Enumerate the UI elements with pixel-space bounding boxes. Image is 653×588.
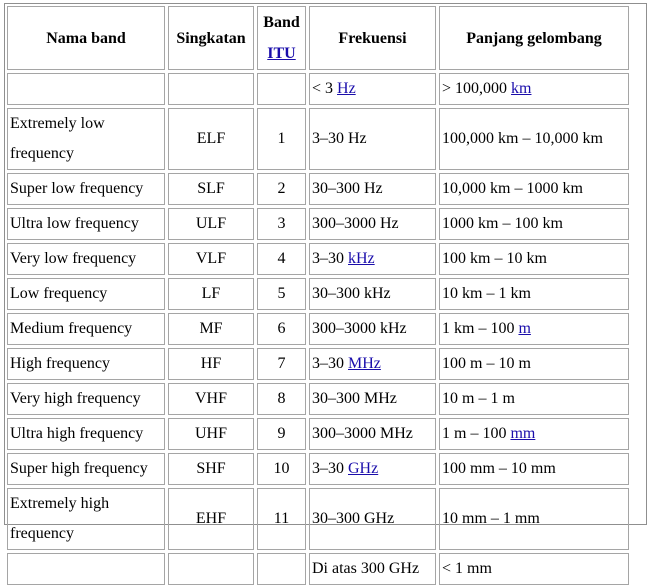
cell-frekuensi <box>309 108 436 170</box>
frekuensi-text: 3–30 <box>312 460 348 477</box>
cell-band-itu: 5 <box>257 278 306 310</box>
cell-panjang-gelombang <box>439 278 629 310</box>
cell-frekuensi <box>309 208 436 240</box>
cell-singkatan: VLF <box>168 243 254 275</box>
header-itu-link[interactable]: ITU <box>267 45 296 62</box>
cell-nama-band <box>7 553 165 585</box>
panjang-gelombang-text: > 100,000 <box>442 80 512 97</box>
panjang-gelombang-unit-link[interactable]: mm <box>510 425 536 442</box>
cell-nama-band: Very low frequency <box>7 243 165 275</box>
cell-singkatan: UHF <box>168 418 254 450</box>
cell-panjang-gelombang <box>439 173 629 205</box>
cell-band-itu: 6 <box>257 313 306 345</box>
table-row <box>7 278 629 310</box>
cell-panjang-gelombang <box>439 488 629 550</box>
table-row <box>7 553 629 585</box>
panjang-gelombang-text: < 1 mm <box>442 560 492 577</box>
cell-panjang-gelombang <box>439 313 629 345</box>
cell-band-itu: 3 <box>257 208 306 240</box>
frekuensi-text: Di atas 300 GHz <box>312 560 420 577</box>
header-frekuensi: Frekuensi <box>309 6 436 70</box>
cell-nama-band: Low frequency <box>7 278 165 310</box>
table-row <box>7 73 629 105</box>
cell-nama-band <box>7 73 165 105</box>
cell-band-itu: 7 <box>257 348 306 380</box>
cell-frekuensi <box>309 418 436 450</box>
cell-singkatan: ELF <box>168 108 254 170</box>
cell-band-itu: 10 <box>257 453 306 485</box>
frekuensi-unit-link[interactable]: GHz <box>348 460 379 477</box>
table-row <box>7 208 629 240</box>
cell-band-itu: 8 <box>257 383 306 415</box>
table-row <box>7 108 629 170</box>
cell-nama-band: Super high frequency <box>7 453 165 485</box>
frequency-band-table-frame <box>4 3 647 577</box>
table-row <box>7 243 629 275</box>
table-row <box>7 348 629 380</box>
cell-nama-band: Ultra high frequency <box>7 418 165 450</box>
panjang-gelombang-text: 100,000 km – 10,000 km <box>442 130 603 147</box>
cell-band-itu: 11 <box>257 488 306 550</box>
cell-singkatan <box>168 553 254 585</box>
frekuensi-text: 30–300 kHz <box>312 285 391 302</box>
cell-band-itu <box>257 553 306 585</box>
cell-nama-band: Very high frequency <box>7 383 165 415</box>
panjang-gelombang-text: 10 m – 1 m <box>442 390 515 407</box>
panjang-gelombang-text: 10 mm – 1 mm <box>442 510 540 527</box>
header-nama-band: Nama band <box>7 6 165 70</box>
table-body <box>7 73 629 585</box>
cell-frekuensi <box>309 243 436 275</box>
cell-band-itu: 9 <box>257 418 306 450</box>
cell-panjang-gelombang <box>439 453 629 485</box>
frekuensi-text: 30–300 MHz <box>312 390 397 407</box>
table-row <box>7 173 629 205</box>
cell-singkatan: ULF <box>168 208 254 240</box>
cell-frekuensi <box>309 278 436 310</box>
panjang-gelombang-text: 10,000 km – 1000 km <box>442 180 583 197</box>
cell-frekuensi <box>309 313 436 345</box>
cell-frekuensi <box>309 73 436 105</box>
frekuensi-unit-link[interactable]: MHz <box>348 355 381 372</box>
frequency-band-table <box>4 3 632 588</box>
cell-band-itu <box>257 73 306 105</box>
frekuensi-text: 300–3000 MHz <box>312 425 413 442</box>
table-row <box>7 453 629 485</box>
cell-band-itu: 1 <box>257 108 306 170</box>
frekuensi-text: 3–30 Hz <box>312 130 367 147</box>
cell-singkatan: LF <box>168 278 254 310</box>
header-panjang-gelombang: Panjang gelombang <box>439 6 629 70</box>
header-band-itu <box>257 6 306 70</box>
cell-panjang-gelombang <box>439 108 629 170</box>
cell-nama-band: Ultra low frequency <box>7 208 165 240</box>
cell-frekuensi <box>309 383 436 415</box>
cell-frekuensi <box>309 453 436 485</box>
cell-singkatan: SLF <box>168 173 254 205</box>
header-band-label: Band <box>263 14 300 31</box>
panjang-gelombang-text: 1 m – 100 <box>442 425 511 442</box>
cell-frekuensi <box>309 553 436 585</box>
cell-singkatan <box>168 73 254 105</box>
frekuensi-text: 300–3000 Hz <box>312 215 399 232</box>
table-header-row <box>7 6 629 70</box>
cell-nama-band: Medium frequency <box>7 313 165 345</box>
panjang-gelombang-text: 10 km – 1 km <box>442 285 531 302</box>
frekuensi-text: 3–30 <box>312 355 348 372</box>
frekuensi-text: 300–3000 kHz <box>312 320 407 337</box>
panjang-gelombang-text: 100 km – 10 km <box>442 250 547 267</box>
panjang-gelombang-text: 1000 km – 100 km <box>442 215 563 232</box>
panjang-gelombang-unit-link[interactable]: m <box>518 320 531 337</box>
cell-nama-band: Extremely high frequency <box>7 488 165 550</box>
frekuensi-text: 30–300 Hz <box>312 180 383 197</box>
frekuensi-text: 3–30 <box>312 250 348 267</box>
cell-frekuensi <box>309 173 436 205</box>
table-row <box>7 313 629 345</box>
cell-panjang-gelombang <box>439 243 629 275</box>
cell-nama-band: Extremely low frequency <box>7 108 165 170</box>
cell-nama-band: Super low frequency <box>7 173 165 205</box>
cell-panjang-gelombang <box>439 348 629 380</box>
table-row <box>7 383 629 415</box>
cell-panjang-gelombang <box>439 383 629 415</box>
cell-nama-band: High frequency <box>7 348 165 380</box>
cell-band-itu: 4 <box>257 243 306 275</box>
cell-panjang-gelombang <box>439 418 629 450</box>
cell-singkatan: MF <box>168 313 254 345</box>
panjang-gelombang-text: 100 m – 10 m <box>442 355 531 372</box>
cell-singkatan: SHF <box>168 453 254 485</box>
panjang-gelombang-unit-link[interactable]: km <box>511 80 532 97</box>
cell-frekuensi <box>309 348 436 380</box>
cell-panjang-gelombang <box>439 208 629 240</box>
table-row <box>7 488 629 550</box>
header-singkatan: Singkatan <box>168 6 254 70</box>
cell-singkatan: HF <box>168 348 254 380</box>
frekuensi-unit-link[interactable]: Hz <box>337 80 356 97</box>
frekuensi-text: 30–300 GHz <box>312 510 395 527</box>
cell-band-itu: 2 <box>257 173 306 205</box>
frekuensi-text: < 3 <box>312 80 338 97</box>
table-row <box>7 418 629 450</box>
cell-singkatan: EHF <box>168 488 254 550</box>
panjang-gelombang-text: 1 km – 100 <box>442 320 519 337</box>
cell-panjang-gelombang <box>439 73 629 105</box>
panjang-gelombang-text: 100 mm – 10 mm <box>442 460 556 477</box>
cell-singkatan: VHF <box>168 383 254 415</box>
frekuensi-unit-link[interactable]: kHz <box>348 250 375 267</box>
cell-frekuensi <box>309 488 436 550</box>
cell-panjang-gelombang <box>439 553 629 585</box>
